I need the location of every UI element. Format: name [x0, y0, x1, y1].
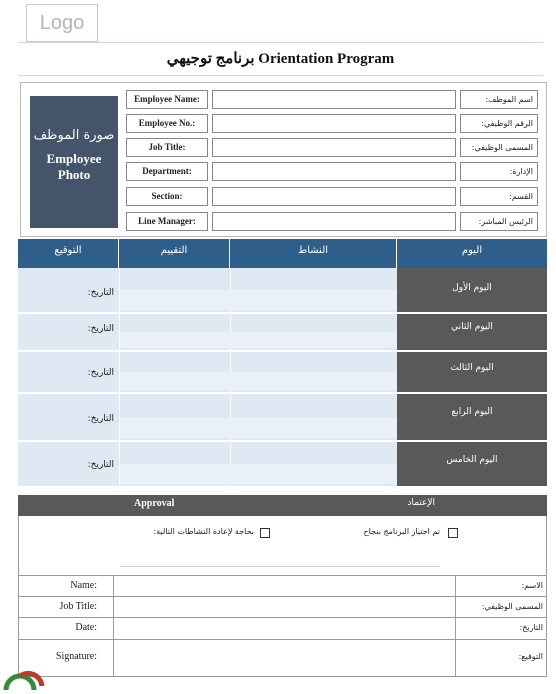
column-header-day: اليوم	[397, 239, 547, 268]
photo-label-english: Employee Photo	[46, 151, 102, 182]
repeat-activities-checkbox[interactable]	[260, 528, 270, 538]
job-title-label: Job Title:	[126, 138, 208, 157]
approval-header	[18, 495, 547, 516]
passed-program-checkbox[interactable]	[448, 528, 458, 538]
day-1-date-label: التاريخ:	[87, 288, 114, 298]
day-2-cell: اليوم الثاني	[397, 314, 547, 350]
employee-no-label-ar: الرقم الوظيفي:	[460, 114, 538, 133]
logo-placeholder: Logo	[26, 4, 98, 42]
approval-signature-label-ar: التوقيع:	[455, 640, 547, 677]
job-title-field[interactable]	[212, 138, 456, 157]
day-4-cell: اليوم الرابع	[397, 394, 547, 440]
photo-label-arabic: صورة الموظف	[33, 128, 115, 143]
line-manager-label: Line Manager:	[126, 212, 208, 231]
day-4-activity-line[interactable]	[120, 418, 397, 438]
repeat-activities-label: بحاجة لإعادة النشاطات التالية:	[153, 527, 254, 536]
employee-name-label-ar: اسم الموظف:	[460, 90, 538, 109]
employee-name-label: Employee Name:	[126, 90, 208, 109]
approval-date-label-ar: التاريخ:	[455, 618, 547, 639]
approval-date-label: Date:	[18, 618, 114, 639]
corner-brand-icon	[2, 664, 46, 694]
day-5-date-label: التاريخ:	[87, 460, 114, 470]
day-3-date-label: التاريخ:	[87, 368, 114, 378]
day-4-date-label: التاريخ:	[87, 414, 114, 424]
day-3-cell: اليوم الثالث	[397, 352, 547, 392]
page-title: برنامج توجيهي Orientation Program	[166, 51, 395, 67]
approval-title-ar: الإعتماد	[407, 498, 435, 508]
column-header-evaluation: التقييم	[119, 239, 230, 268]
day-1-activity-line[interactable]	[120, 290, 397, 310]
approval-name-label-ar: الاسم:	[455, 576, 547, 596]
approval-signature-label: Signature:	[18, 640, 114, 677]
header-divider-top	[18, 42, 543, 43]
column-header-signature: التوقيع	[18, 239, 119, 268]
section-label-ar: القسم:	[460, 187, 538, 206]
passed-program-label: تم اجتياز البرنامج بنجاح	[363, 527, 440, 536]
day-2-date-label: التاريخ:	[87, 324, 114, 334]
approval-row-job-title	[18, 596, 547, 617]
department-field[interactable]	[212, 162, 456, 181]
line-manager-field[interactable]	[212, 212, 456, 231]
header-divider-bottom	[18, 75, 543, 76]
approval-row-date	[18, 617, 547, 639]
approval-name-label: Name:	[18, 576, 114, 596]
day-3-activity-line[interactable]	[120, 372, 397, 390]
day-5-cell: اليوم الخامس	[397, 442, 547, 486]
section-field[interactable]	[212, 187, 456, 206]
employee-photo-placeholder[interactable]	[30, 96, 118, 228]
approval-job-title-label-ar: المسمى الوظيفي:	[455, 597, 547, 617]
column-header-activity: النشاط	[230, 239, 397, 268]
day-5-activity-line[interactable]	[120, 464, 397, 484]
line-manager-label-ar: الرئيس المباشر:	[460, 212, 538, 231]
employee-no-field[interactable]	[212, 114, 456, 133]
day-1-cell: اليوم الأول	[397, 268, 547, 312]
approval-job-title-label: Job Title:	[18, 597, 114, 617]
employee-name-field[interactable]	[212, 90, 456, 109]
department-label-ar: الإدارة:	[460, 162, 538, 181]
job-title-label-ar: المسمى الوظيفي:	[460, 138, 538, 157]
approval-row-signature	[18, 639, 547, 677]
section-label: Section:	[126, 187, 208, 206]
employee-no-label: Employee No.:	[126, 114, 208, 133]
department-label: Department:	[126, 162, 208, 181]
approval-title-en: Approval	[134, 498, 175, 509]
approval-row-name	[18, 575, 547, 596]
day-2-activity-line[interactable]	[120, 332, 397, 348]
notes-line[interactable]	[120, 566, 440, 567]
